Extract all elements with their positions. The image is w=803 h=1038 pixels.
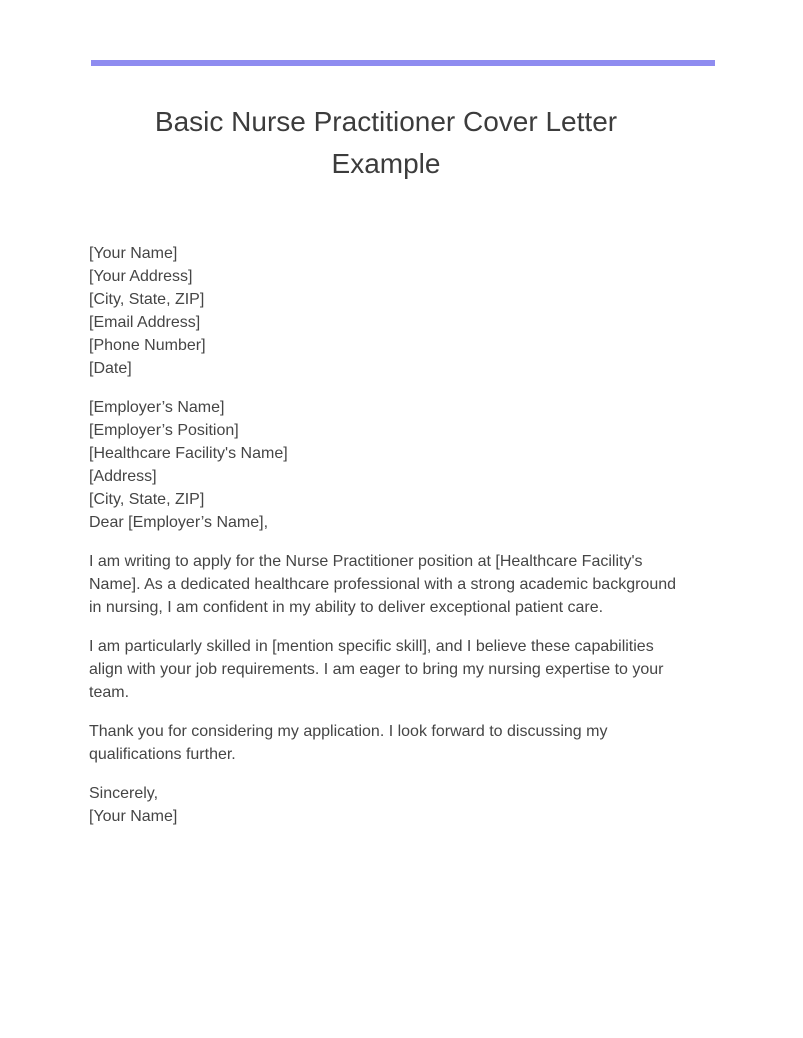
paragraph-line: align with your job requirements. I am eager to bring my nursing expertise to your (89, 661, 664, 678)
page-title: Basic Nurse Practitioner Cover Letter Example (154, 106, 618, 179)
sender-email: [Email Address] (89, 314, 201, 331)
letter-date: [Date] (89, 360, 132, 377)
header-accent-bar (91, 60, 715, 66)
paragraph-line: qualifications further. (89, 746, 236, 763)
facility-city: [City, State, ZIP] (89, 491, 205, 508)
facility-address: [Address] (89, 468, 157, 485)
paragraph-line: Name]. As a dedicated healthcare professional with a strong academic background (89, 576, 677, 593)
employer-position: [Employer’s Position] (89, 422, 239, 439)
paragraph-line: Thank you for considering my application. I look forward to discussing my (89, 723, 608, 740)
paragraph-thanks (89, 720, 709, 766)
paragraph-skills (89, 635, 709, 704)
sender-name: [Your Name] (89, 245, 178, 262)
paragraph-line: I am writing to apply for the Nurse Practitioner position at [Healthcare Facility's (89, 553, 643, 570)
employer-name: [Employer’s Name] (89, 399, 225, 416)
sender-address: [Your Address] (89, 268, 193, 285)
sender-phone: [Phone Number] (89, 337, 206, 354)
closing-word: Sincerely, (89, 785, 159, 802)
paragraph-intro (89, 550, 709, 619)
facility-name: [Healthcare Facility's Name] (89, 445, 288, 462)
signature-name: [Your Name] (89, 808, 178, 825)
paragraph-line: team. (89, 684, 130, 701)
paragraph-line: in nursing, I am confident in my ability to deliver exceptional patient care. (89, 599, 604, 616)
sender-city: [City, State, ZIP] (89, 291, 205, 308)
letter-body (89, 242, 709, 844)
sender-address-block (89, 242, 709, 380)
recipient-address-block (89, 396, 709, 534)
closing-block (89, 782, 709, 828)
paragraph-line: I am particularly skilled in [mention specific skill], and I believe these capabilities (89, 638, 654, 655)
salutation: Dear [Employer’s Name], (89, 514, 269, 531)
